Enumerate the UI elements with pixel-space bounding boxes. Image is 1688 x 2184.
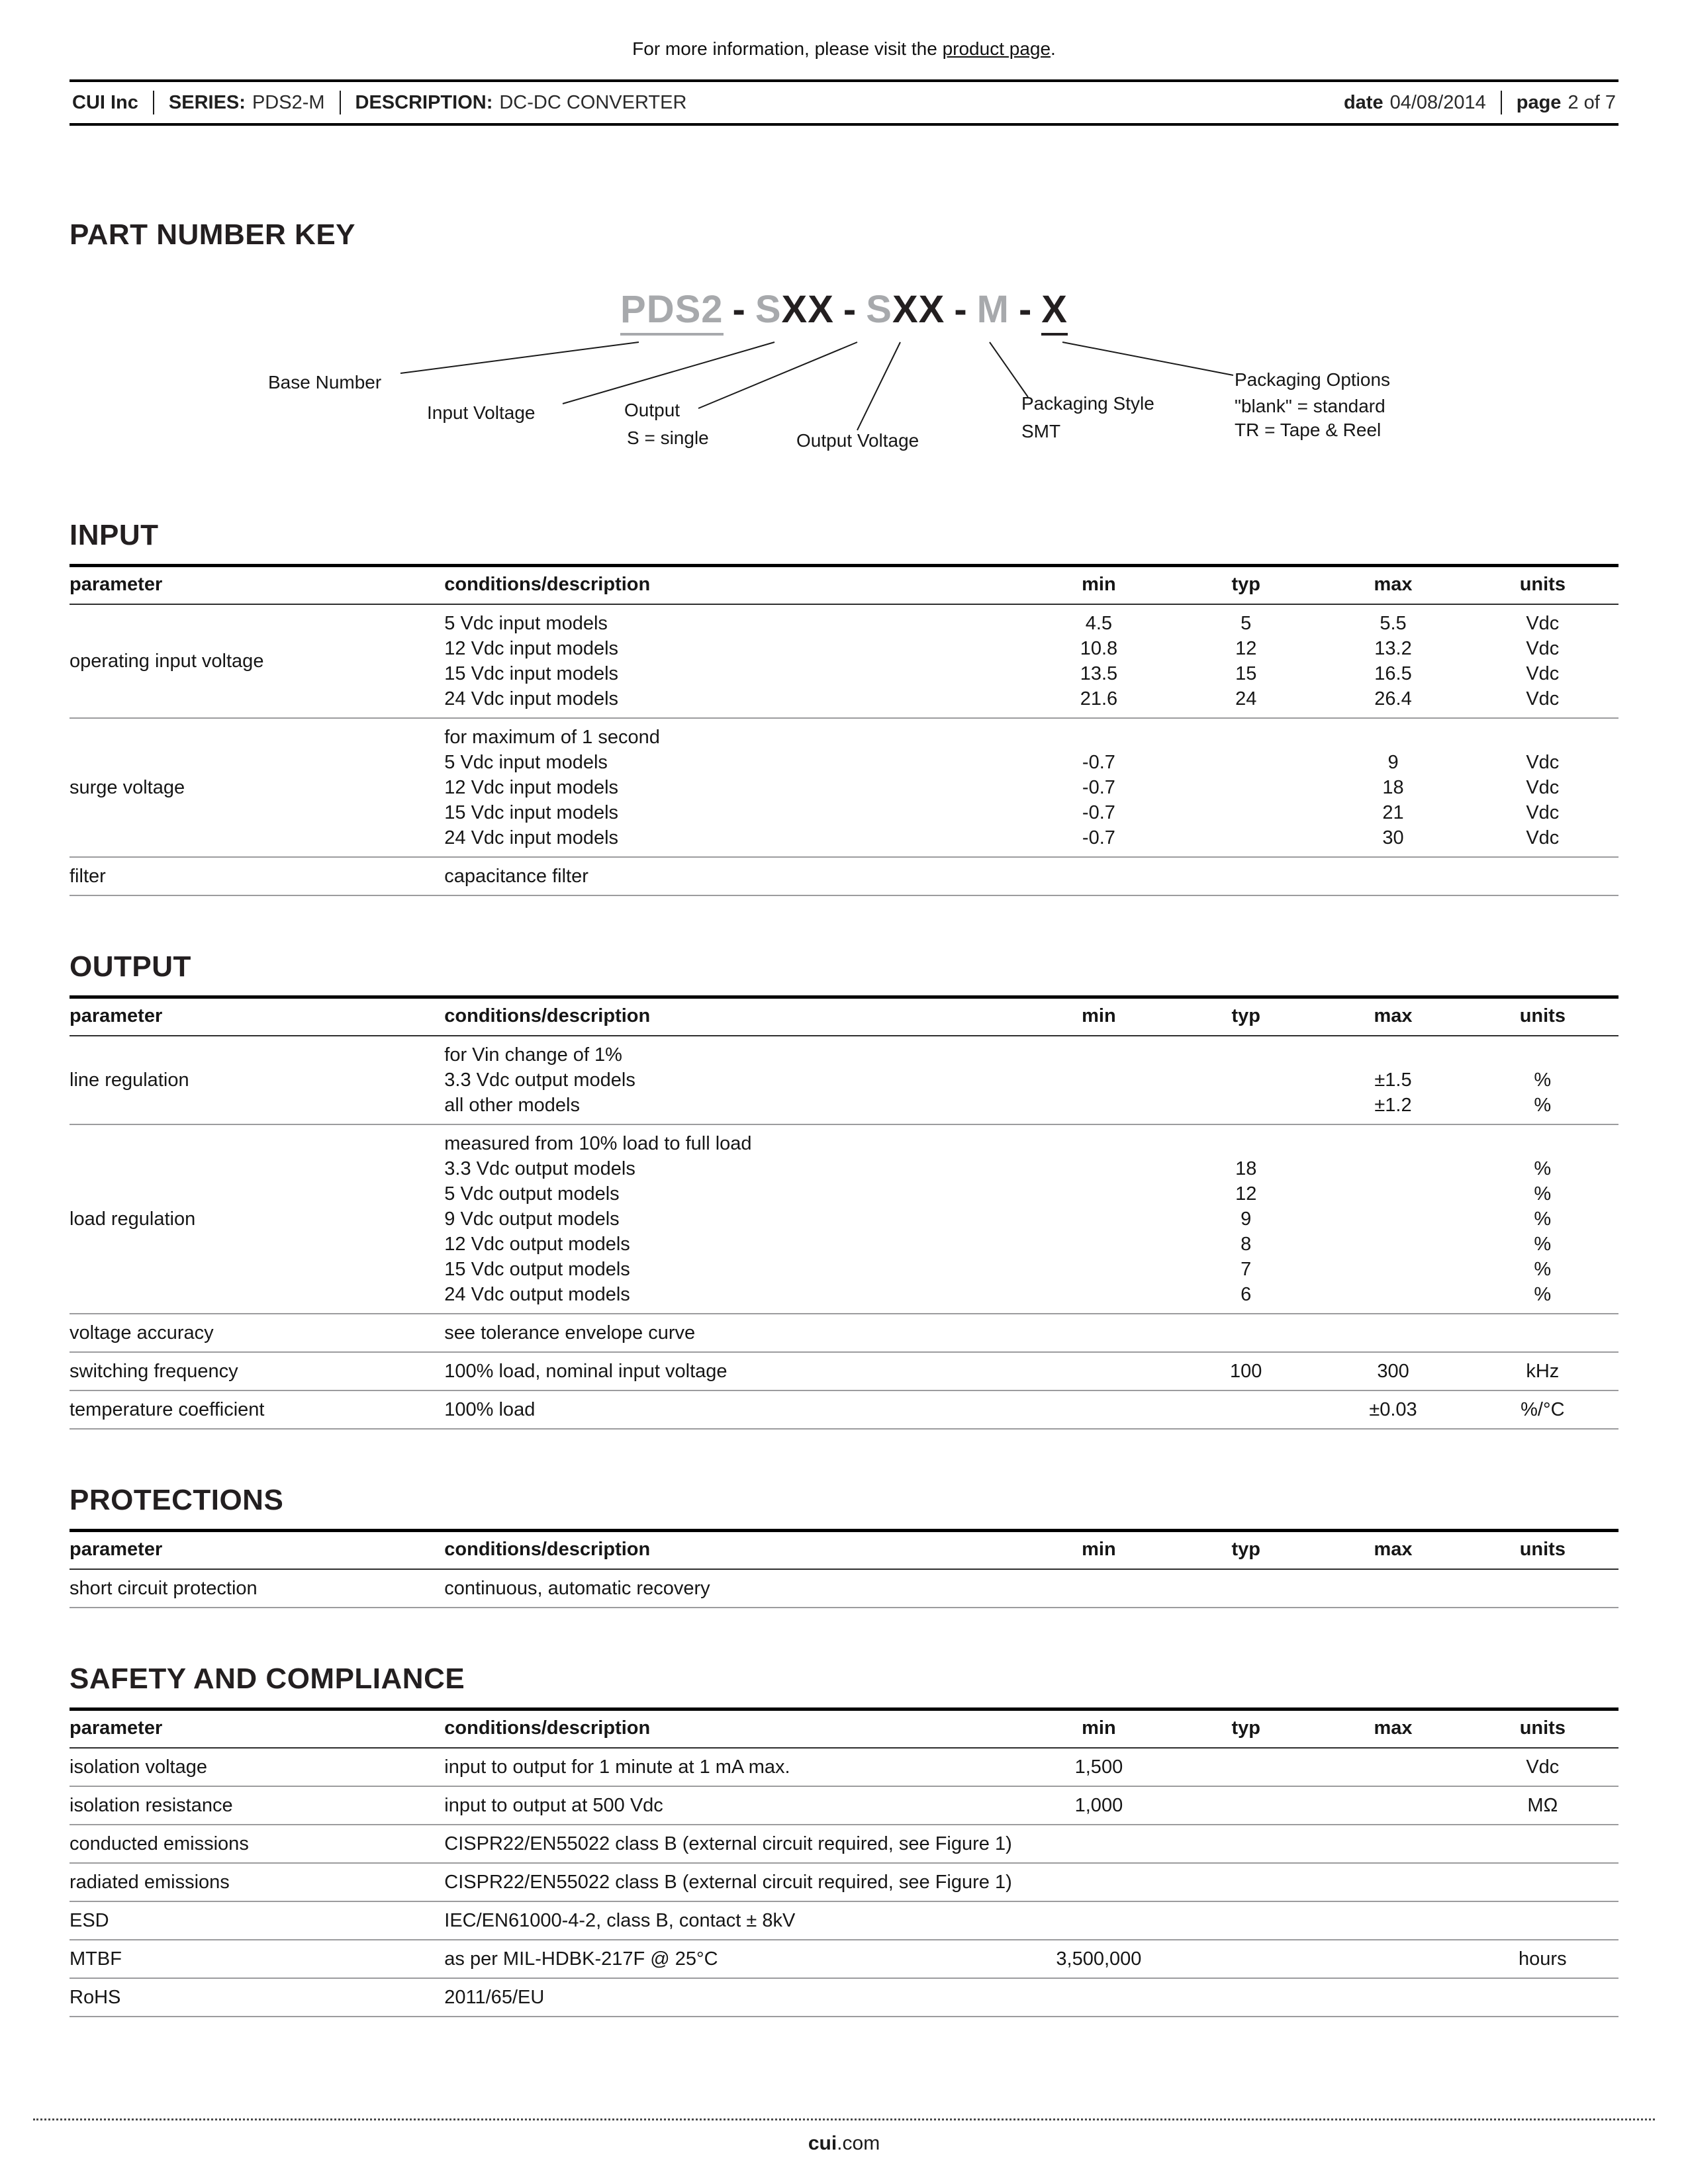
label-packaging-options-tape-reel: TR = Tape & Reel xyxy=(1235,420,1382,440)
label-packaging-options-standard: "blank" = standard xyxy=(1235,396,1385,416)
conditions-cell: for maximum of 1 second 5 Vdc input models 12 Vdc input models 15 Vdc input models 24 Vdc input models xyxy=(444,718,1025,857)
column-header-typ: typ xyxy=(1172,1531,1319,1570)
conditions-cell: for Vin change of 1% 3.3 Vdc output models all other models xyxy=(444,1036,1025,1124)
parameter-cell: isolation voltage xyxy=(70,1748,444,1786)
parameter-cell: switching frequency xyxy=(70,1352,444,1390)
max-cell: 5.5 13.2 16.5 26.4 xyxy=(1319,604,1466,718)
pn-separator: - xyxy=(954,288,968,331)
top-note-suffix: . xyxy=(1051,38,1056,59)
pn-separator: - xyxy=(1018,288,1033,331)
max-cell xyxy=(1319,1901,1466,1940)
footer-url[interactable] xyxy=(0,2132,1688,2155)
table-row xyxy=(70,604,1618,718)
header-divider xyxy=(1501,91,1502,114)
page-value: 2 of 7 xyxy=(1568,91,1616,113)
units-cell: Vdc Vdc Vdc Vdc xyxy=(1467,718,1618,857)
max-cell: 300 xyxy=(1319,1352,1466,1390)
label-input-voltage: Input Voltage xyxy=(427,402,536,423)
description-label: DESCRIPTION: xyxy=(355,91,493,113)
conditions-cell: capacitance filter xyxy=(444,857,1025,895)
typ-cell xyxy=(1172,1786,1319,1825)
max-cell: ±1.5 ±1.2 xyxy=(1319,1036,1466,1124)
units-cell: % % % % % % xyxy=(1467,1124,1618,1314)
date-label: date xyxy=(1343,91,1383,113)
column-header-max: max xyxy=(1319,1709,1466,1749)
parameter-cell: line regulation xyxy=(70,1036,444,1124)
column-header-parameter: parameter xyxy=(70,566,444,605)
safety-title: SAFETY AND COMPLIANCE xyxy=(70,1662,465,1695)
min-cell: 4.5 10.8 13.5 21.6 xyxy=(1025,604,1172,718)
conditions-cell: measured from 10% load to full load 3.3 Vdc output models 5 Vdc output models 9 Vdc output models 12 Vdc output models 15 Vdc output models 24 Vdc output models xyxy=(444,1124,1025,1314)
footer-dotted-rule xyxy=(33,2118,1655,2120)
column-header-units: units xyxy=(1467,997,1618,1036)
label-output-single: S = single xyxy=(627,428,709,448)
label-base-number: Base Number xyxy=(268,372,382,392)
pn-input-voltage-code: XX xyxy=(781,288,834,331)
column-header-min: min xyxy=(1025,566,1172,605)
table-header-row xyxy=(70,1531,1618,1570)
units-cell: %/°C xyxy=(1467,1390,1618,1429)
table-row xyxy=(70,1825,1618,1863)
min-cell: 3,500,000 xyxy=(1025,1940,1172,1978)
parameter-cell: ESD xyxy=(70,1901,444,1940)
column-header-units: units xyxy=(1467,566,1618,605)
typ-cell xyxy=(1172,1314,1319,1352)
units-cell xyxy=(1467,1569,1618,1608)
min-cell: -0.7 -0.7 -0.7 -0.7 xyxy=(1025,718,1172,857)
table-row xyxy=(70,1569,1618,1608)
column-header-typ: typ xyxy=(1172,997,1319,1036)
typ-cell: 5 12 15 24 xyxy=(1172,604,1319,718)
parameter-cell: conducted emissions xyxy=(70,1825,444,1863)
callout-line-output-voltage xyxy=(857,342,900,430)
callout-line-input-voltage xyxy=(563,342,774,404)
table-header-row xyxy=(70,997,1618,1036)
units-cell: % % xyxy=(1467,1036,1618,1124)
table-row xyxy=(70,1978,1618,2017)
units-cell: Vdc Vdc Vdc Vdc xyxy=(1467,604,1618,718)
output-title: OUTPUT xyxy=(70,950,191,983)
table-row xyxy=(70,1390,1618,1429)
table-row xyxy=(70,1863,1618,1901)
units-cell xyxy=(1467,857,1618,895)
typ-cell: 100 xyxy=(1172,1352,1319,1390)
table-row xyxy=(70,1124,1618,1314)
max-cell xyxy=(1319,1124,1466,1314)
min-cell xyxy=(1025,1901,1172,1940)
header-divider xyxy=(153,91,154,114)
column-header-parameter: parameter xyxy=(70,997,444,1036)
max-cell xyxy=(1319,1314,1466,1352)
product-page-link[interactable]: product page xyxy=(942,38,1051,59)
column-header-typ: typ xyxy=(1172,566,1319,605)
part-number-key-section xyxy=(70,218,1618,484)
min-cell xyxy=(1025,1352,1172,1390)
document-header xyxy=(70,79,1618,126)
typ-cell xyxy=(1172,1825,1319,1863)
units-cell: hours xyxy=(1467,1940,1618,1978)
parameter-cell: MTBF xyxy=(70,1940,444,1978)
max-cell xyxy=(1319,1786,1466,1825)
pn-separator: - xyxy=(843,288,857,331)
column-header-max: max xyxy=(1319,997,1466,1036)
parameter-cell: filter xyxy=(70,857,444,895)
protections-title: PROTECTIONS xyxy=(70,1484,284,1516)
tables-host xyxy=(70,519,1618,2017)
part-number-diagram xyxy=(70,259,1618,484)
typ-cell xyxy=(1172,1569,1319,1608)
min-cell xyxy=(1025,1825,1172,1863)
conditions-cell: 5 Vdc input models 12 Vdc input models 15 Vdc input models 24 Vdc input models xyxy=(444,604,1025,718)
column-header-min: min xyxy=(1025,997,1172,1036)
conditions-cell: input to output at 500 Vdc xyxy=(444,1786,1025,1825)
parameter-cell: operating input voltage xyxy=(70,604,444,718)
units-cell: kHz xyxy=(1467,1352,1618,1390)
company-name: CUI Inc xyxy=(72,91,138,113)
input-table xyxy=(70,564,1618,896)
column-header-conditions-description: conditions/description xyxy=(444,997,1025,1036)
max-cell xyxy=(1319,1940,1466,1978)
max-cell xyxy=(1319,857,1466,895)
conditions-cell: 100% load, nominal input voltage xyxy=(444,1352,1025,1390)
conditions-cell: 100% load xyxy=(444,1390,1025,1429)
min-cell xyxy=(1025,1569,1172,1608)
header-left xyxy=(72,91,686,114)
conditions-cell: CISPR22/EN55022 class B (external circuit required, see Figure 1) xyxy=(444,1825,1025,1863)
column-header-units: units xyxy=(1467,1709,1618,1749)
max-cell xyxy=(1319,1569,1466,1608)
max-cell xyxy=(1319,1978,1466,2017)
min-cell: 1,000 xyxy=(1025,1786,1172,1825)
conditions-cell: see tolerance envelope curve xyxy=(444,1314,1025,1352)
protections-section xyxy=(70,1484,1618,1608)
callout-line-output xyxy=(698,342,857,408)
table-row xyxy=(70,1901,1618,1940)
min-cell xyxy=(1025,1390,1172,1429)
conditions-cell: as per MIL-HDBK-217F @ 25°C xyxy=(444,1940,1025,1978)
table-row xyxy=(70,857,1618,895)
safety-table xyxy=(70,1707,1618,2017)
units-cell xyxy=(1467,1978,1618,2017)
label-packaging-style: Packaging Style xyxy=(1021,393,1154,414)
min-cell xyxy=(1025,1314,1172,1352)
pn-output-voltage-code: XX xyxy=(892,288,945,331)
units-cell: Vdc xyxy=(1467,1748,1618,1786)
pn-packaging-style-code: M xyxy=(976,288,1009,331)
callout-line-base-number xyxy=(400,342,639,373)
column-header-min: min xyxy=(1025,1531,1172,1570)
parameter-cell: voltage accuracy xyxy=(70,1314,444,1352)
table-row xyxy=(70,1314,1618,1352)
units-cell xyxy=(1467,1863,1618,1901)
part-number-key-title: PART NUMBER KEY xyxy=(70,218,356,251)
table-row xyxy=(70,1352,1618,1390)
conditions-cell: input to output for 1 minute at 1 mA max. xyxy=(444,1748,1025,1786)
label-packaging-style-smt: SMT xyxy=(1021,421,1061,441)
table-row xyxy=(70,718,1618,857)
table-row xyxy=(70,1940,1618,1978)
conditions-cell: continuous, automatic recovery xyxy=(444,1569,1025,1608)
header-right xyxy=(1344,91,1616,114)
description-value: DC-DC CONVERTER xyxy=(499,91,687,113)
parameter-cell: temperature coefficient xyxy=(70,1390,444,1429)
parameter-cell: RoHS xyxy=(70,1978,444,2017)
conditions-cell: CISPR22/EN55022 class B (external circuit required, see Figure 1) xyxy=(444,1863,1025,1901)
max-cell xyxy=(1319,1863,1466,1901)
min-cell xyxy=(1025,1124,1172,1314)
min-cell xyxy=(1025,857,1172,895)
units-cell xyxy=(1467,1825,1618,1863)
callout-line-packaging-style xyxy=(990,342,1028,397)
min-cell xyxy=(1025,1863,1172,1901)
pn-separator: - xyxy=(732,288,746,331)
typ-cell xyxy=(1172,1940,1319,1978)
top-note xyxy=(70,0,1618,60)
column-header-max: max xyxy=(1319,1531,1466,1570)
max-cell: 9 18 21 30 xyxy=(1319,718,1466,857)
series-label: SERIES: xyxy=(168,91,246,113)
parameter-cell: radiated emissions xyxy=(70,1863,444,1901)
pn-output-s2: S xyxy=(866,288,892,331)
page-footer xyxy=(0,2118,1688,2155)
page-label: page xyxy=(1516,91,1562,113)
max-cell xyxy=(1319,1748,1466,1786)
typ-cell xyxy=(1172,857,1319,895)
output-section xyxy=(70,950,1618,1430)
top-note-prefix: For more information, please visit the xyxy=(632,38,943,59)
units-cell xyxy=(1467,1901,1618,1940)
pn-base: PDS2 xyxy=(620,287,724,336)
label-output: Output xyxy=(624,400,680,420)
typ-cell xyxy=(1172,1036,1319,1124)
parameter-cell: load regulation xyxy=(70,1124,444,1314)
pn-output-s1: S xyxy=(755,288,782,331)
table-row xyxy=(70,1748,1618,1786)
min-cell xyxy=(1025,1978,1172,2017)
table-header-row xyxy=(70,1709,1618,1749)
min-cell: 1,500 xyxy=(1025,1748,1172,1786)
column-header-conditions-description: conditions/description xyxy=(444,1531,1025,1570)
typ-cell xyxy=(1172,1748,1319,1786)
column-header-parameter: parameter xyxy=(70,1709,444,1749)
column-header-units: units xyxy=(1467,1531,1618,1570)
parameter-cell: short circuit protection xyxy=(70,1569,444,1608)
series-value: PDS2-M xyxy=(252,91,325,113)
max-cell xyxy=(1319,1825,1466,1863)
input-section xyxy=(70,519,1618,896)
typ-cell xyxy=(1172,1901,1319,1940)
column-header-conditions-description: conditions/description xyxy=(444,566,1025,605)
column-header-max: max xyxy=(1319,566,1466,605)
typ-cell xyxy=(1172,718,1319,857)
table-row xyxy=(70,1036,1618,1124)
min-cell xyxy=(1025,1036,1172,1124)
max-cell: ±0.03 xyxy=(1319,1390,1466,1429)
typ-cell: 18 12 9 8 7 6 xyxy=(1172,1124,1319,1314)
parameter-cell: surge voltage xyxy=(70,718,444,857)
units-cell: MΩ xyxy=(1467,1786,1618,1825)
input-title: INPUT xyxy=(70,519,159,551)
column-header-conditions-description: conditions/description xyxy=(444,1709,1025,1749)
typ-cell xyxy=(1172,1863,1319,1901)
table-row xyxy=(70,1786,1618,1825)
callout-line-packaging-options xyxy=(1062,342,1233,375)
typ-cell xyxy=(1172,1390,1319,1429)
header-divider xyxy=(340,91,341,114)
conditions-cell: IEC/EN61000-4-2, class B, contact ± 8kV xyxy=(444,1901,1025,1940)
label-packaging-options: Packaging Options xyxy=(1235,369,1391,390)
column-header-parameter: parameter xyxy=(70,1531,444,1570)
column-header-min: min xyxy=(1025,1709,1172,1749)
label-output-voltage: Output Voltage xyxy=(796,430,919,451)
units-cell xyxy=(1467,1314,1618,1352)
output-table xyxy=(70,995,1618,1430)
table-header-row xyxy=(70,566,1618,605)
protections-table xyxy=(70,1529,1618,1608)
column-header-typ: typ xyxy=(1172,1709,1319,1749)
date-value: 04/08/2014 xyxy=(1389,91,1486,113)
safety-section xyxy=(70,1662,1618,2017)
footer-domain: .com xyxy=(837,2132,880,2154)
typ-cell xyxy=(1172,1978,1319,2017)
parameter-cell: isolation resistance xyxy=(70,1786,444,1825)
pn-packaging-option-code: X xyxy=(1041,287,1068,336)
conditions-cell: 2011/65/EU xyxy=(444,1978,1025,2017)
footer-brand: cui xyxy=(808,2132,837,2154)
